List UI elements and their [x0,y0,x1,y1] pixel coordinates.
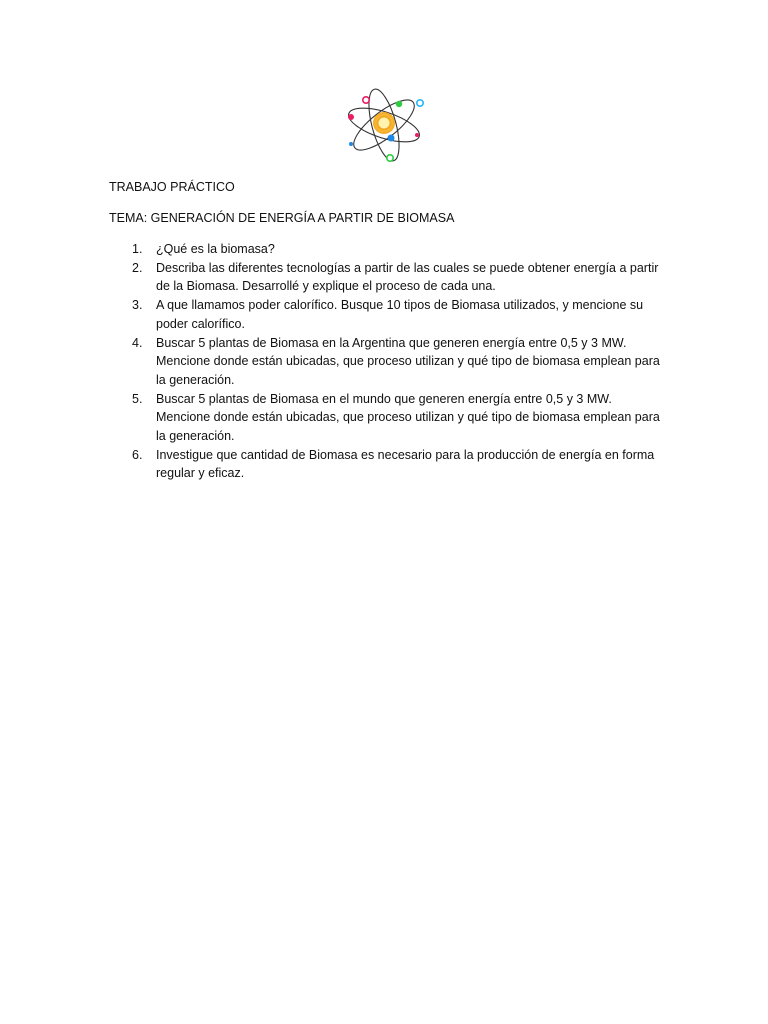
question-item [109,334,669,390]
question-number: 6. [132,447,143,462]
question-text: Buscar 5 plantas de Biomasa en la Argentina que generen energía entre 0,5 y 3 MW. Mencione donde están ubicadas, que proceso utilizan y qué tipo de biomasa emplean para la generación. [156,335,660,387]
question-text: Buscar 5 plantas de Biomasa en el mundo que generen energía entre 0,5 y 3 MW. Mencione donde están ubicadas, que proceso utilizan y qué tipo de biomasa emplean para la generación. [156,391,660,444]
question-number: 4. [132,335,143,350]
question-item [109,390,669,446]
question-text: Describa las diferentes tecnologías a partir de las cuales se puede obtener energía a partir de la Biomasa. Desarrollé y explique el proceso de cada una. [156,260,659,294]
question-text: Investigue que cantidad de Biomasa es necesario para la producción de energía en forma regular y eficaz. [156,447,655,481]
question-text: A que llamamos poder calorífico. Busque 10 tipos de Biomasa utilizados, y mencione su poder calorífico. [156,298,644,331]
question-text: ¿Qué es la biomasa? [156,242,275,256]
document-topic: TEMA: GENERACIÓN DE ENERGÍA A PARTIR DE BIOMASA [109,211,455,225]
question-number: 1. [132,242,143,256]
question-item [109,446,669,483]
question-item [109,259,669,296]
question-item [109,240,669,259]
question-number: 5. [132,391,143,406]
document-title: TRABAJO PRÁCTICO [109,180,235,194]
atom-icon [340,86,428,168]
question-number: 2. [132,260,143,275]
question-item [109,296,669,333]
question-number: 3. [132,298,143,313]
question-list [109,240,669,483]
